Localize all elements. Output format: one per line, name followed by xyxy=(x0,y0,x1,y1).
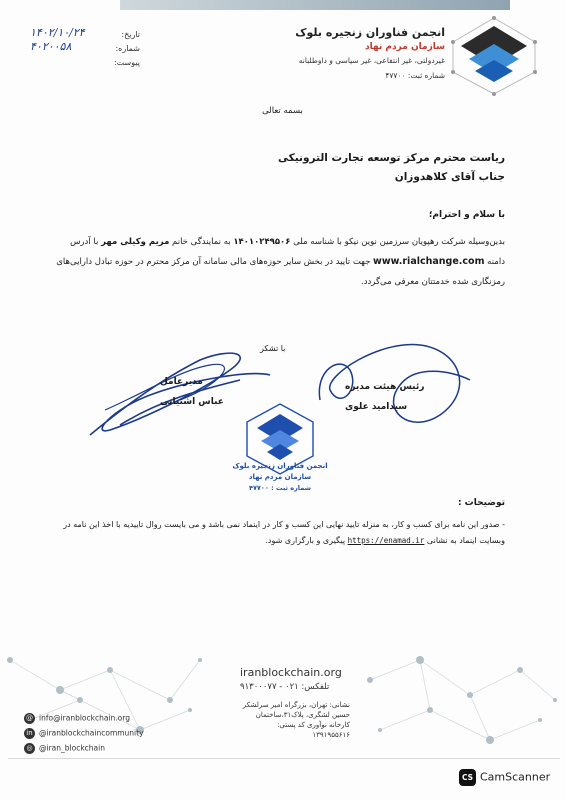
enamad-link[interactable]: https://enamad.ir xyxy=(347,536,425,545)
camscanner-logo-icon: CS xyxy=(459,769,476,786)
footer-website[interactable]: iranblockchain.org xyxy=(240,666,342,679)
footer-divider xyxy=(8,758,560,759)
footer-instagram[interactable] xyxy=(24,743,105,754)
chairman-name: سیدامید علوی xyxy=(345,402,408,412)
org-registration: شماره ثبت: ۴۷۷۰۰ xyxy=(385,71,445,80)
email-text: info@iranblockchain.org xyxy=(39,713,130,723)
recipient-line-2: جناب آقای کلاهدوزان xyxy=(394,171,505,183)
footer-phone: تلفکس: ۰۲۱ - ۹۱۳۰۰۰۷۷ xyxy=(240,682,330,692)
linkedin-text: @iranblockchaincommunity xyxy=(39,728,144,738)
notes-text-2: پیگیری و بارگزاری شود. xyxy=(265,536,348,545)
notes-text-1: - صدور این نامه برای کسب و کار، به منزله تایید نهایی این کسب و کار در اینماد نمی باشد و می بایست روال تاییدیه با اخذ این نامه در وبسایت اینماد به نشانی xyxy=(63,520,505,545)
email-icon: @ xyxy=(26,714,33,722)
body-text-4: جهت تایید در بخش سایر حوزه‌های مالی سامانه آن مرکز محترم در حوزه تبادل دارایی‌های رمزنگاری شده خدمتتان معرفی می‌گردد. xyxy=(56,257,505,287)
stamp-org-name: انجمن فناوران زنجیره بلوک xyxy=(232,462,328,470)
top-decorative-bar xyxy=(120,0,510,10)
notes-body xyxy=(45,517,505,549)
org-subtitle: سازمان مردم نهاد xyxy=(364,42,445,52)
ceo-name: عباس اشتیانی xyxy=(160,397,224,407)
representative-name: مریم وکیلی مهر xyxy=(101,237,170,247)
org-description: غیردولتی، غیر انتفاعی، غیر سیاسی و داوطلبانه xyxy=(298,56,445,65)
footer-address: نشانی: تهران، بزرگراه امیر سرلشکر حسین لشگری، پلاک۳۱،ساختمان کارخانه نوآوری کد پستی: ۱۳۹۱۹۵۵۶۱۶ xyxy=(242,701,350,739)
date-value: ۱۴۰۲/۱۰/۲۴ xyxy=(30,26,85,39)
instagram-icon: ◎ xyxy=(24,743,35,754)
linkedin-icon: in xyxy=(24,728,35,739)
org-header xyxy=(215,26,445,80)
org-name: انجمن فناوران زنجیره بلوک xyxy=(295,26,445,39)
org-logo-icon xyxy=(449,16,539,96)
letter-body xyxy=(55,232,505,292)
domain-link[interactable]: www.rialchange.com xyxy=(373,256,485,267)
bismillah: بسمه تعالی xyxy=(262,106,303,116)
footer-linkedin[interactable] xyxy=(24,728,144,739)
stamp-subtitle: سازمان مردم نهاد xyxy=(248,473,312,481)
instagram-text: @iran_blockchain xyxy=(39,743,105,753)
footer-email[interactable] xyxy=(24,713,130,724)
attachment-label: پیوست: xyxy=(113,58,140,67)
greeting: با سلام و احترام؛ xyxy=(428,210,505,220)
body-text-1: بدین‌وسیله شرکت رهپویان سرزمین نوین نیکو با شناسه ملی xyxy=(290,237,505,247)
letter-meta xyxy=(30,26,140,72)
body-text-3: با آدرس دامنه xyxy=(70,237,505,267)
date-label: تاریخ: xyxy=(121,30,140,39)
recipient-line-1: ریاست محترم مرکز توسعه تجارت الترونیکی xyxy=(278,152,505,164)
ceo-title: مدیرعامل xyxy=(160,377,203,387)
camscanner-label: CamScanner xyxy=(480,770,551,784)
national-id: ۱۴۰۱۰۲۴۹۵۰۶ xyxy=(233,237,291,247)
number-label: شماره: xyxy=(115,44,140,53)
body-text-2: به نمایندگی خانم xyxy=(169,237,234,247)
stamp-registration: شماره ثبت : ۴۷۷۰۰ xyxy=(249,484,311,492)
number-value: ۴۰۲۰۰۵۸ xyxy=(30,40,72,53)
thanks-text: با تشکر xyxy=(260,344,286,353)
chairman-title: رئیس هیئت مدیره xyxy=(345,382,425,392)
notes-title: توضیحات : xyxy=(457,498,505,508)
camscanner-watermark xyxy=(459,769,550,786)
